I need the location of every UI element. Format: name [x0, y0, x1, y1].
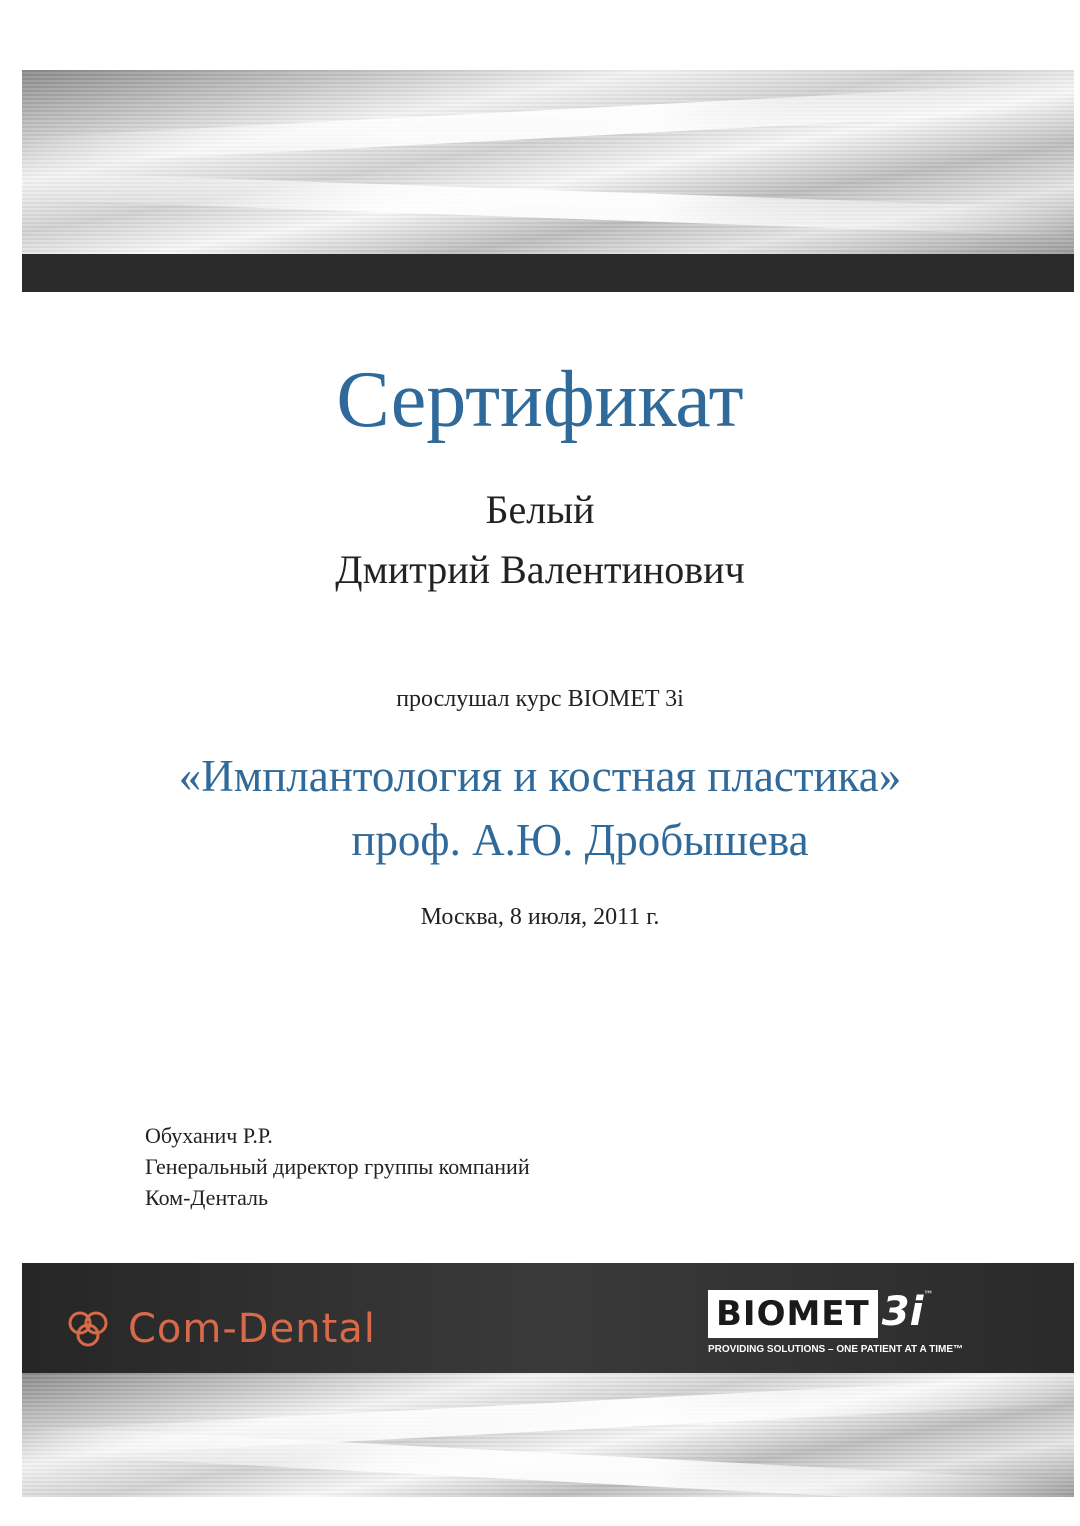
recipient-surname: Белый: [485, 487, 595, 532]
certificate-title: Сертификат: [336, 356, 744, 444]
biomet-logo-word: BIOMET: [708, 1290, 878, 1338]
place-date: Москва, 8 июля, 2011 г.: [420, 904, 660, 930]
course-author: проф. А.Ю. Дробышева: [351, 815, 809, 865]
signatory-position: Генеральный директор группы компаний: [145, 1154, 530, 1179]
bottom-decorative-band: [22, 1373, 1074, 1497]
signatory-company: Ком-Денталь: [145, 1185, 269, 1210]
band-swoosh: [22, 1425, 1074, 1497]
top-decorative-band: [22, 70, 1074, 254]
biomet-trademark: ™: [923, 1290, 934, 1301]
band-swoosh: [22, 82, 1074, 165]
comdental-logo: [62, 1304, 376, 1354]
biomet-tagline: PROVIDING SOLUTIONS – ONE PATIENT AT A TIME™: [708, 1344, 964, 1355]
comdental-rings-icon: [62, 1309, 114, 1349]
comdental-logo-text: Com-Dental: [128, 1306, 376, 1352]
biomet-logo-mark: 3i: [881, 1289, 924, 1335]
signatory-block: [145, 1120, 530, 1213]
band-swoosh: [22, 172, 1074, 237]
signatory-name: Обуханич Р.Р.: [145, 1123, 273, 1148]
recipient-given-names: Дмитрий Валентинович: [335, 547, 745, 592]
biomet-logo: [708, 1290, 1008, 1355]
course-intro: прослушал курс BIOMET 3i: [396, 686, 684, 712]
top-dark-stripe: [22, 254, 1074, 292]
course-title: «Имплантология и костная пластика»: [178, 751, 902, 801]
